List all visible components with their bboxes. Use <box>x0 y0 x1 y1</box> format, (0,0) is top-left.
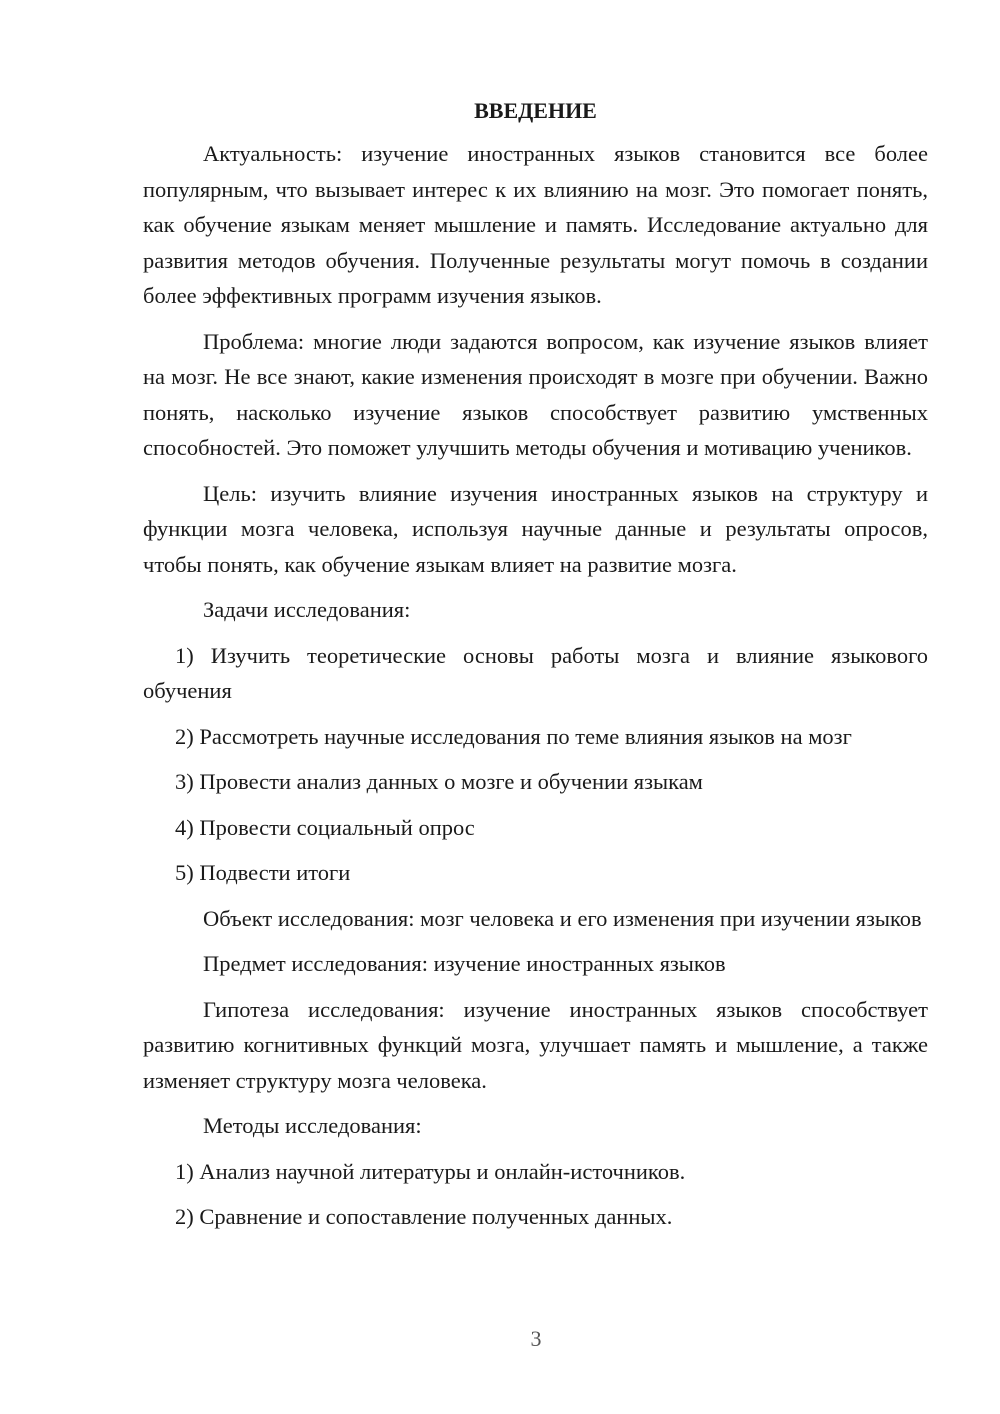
hypothesis-paragraph: Гипотеза исследования: изучение иностранных языков способствует развитию когнитивных функций мозга, улучшает память и мышление, а также изменяет структуру мозга человека. <box>143 996 928 1093</box>
task-item-3: 3) Провести анализ данных о мозге и обучении языкам <box>175 769 703 794</box>
task-item-4: 4) Провести социальный опрос <box>175 814 475 840</box>
method-item-1: 1) Анализ научной литературы и онлайн-источников. <box>175 1158 686 1184</box>
page-number: 3 <box>530 1326 542 1351</box>
tasks-title: Задачи исследования: <box>203 597 411 622</box>
goal-paragraph: Цель: изучить влияние изучения иностранных языков на структуру и функции мозга человека, используя научные данные и результаты опросов, чтобы понять, как обучение языкам влияет на развитие мозга. <box>143 480 928 577</box>
relevance-paragraph: Актуальность: изучение иностранных языков становится все более популярным, что вызывает интерес к их влиянию на мозг. Это помогает понять, как обучение языкам меняет мышление и память. Исследование актуально для развития методов обучения. Полученные результаты могут помочь в создании более эффективных программ изучения языков. <box>143 141 928 308</box>
method-item-2: 2) Сравнение и сопоставление полученных данных. <box>175 1204 673 1229</box>
methods-title: Методы исследования: <box>203 1113 422 1138</box>
section-heading: ВВЕДЕНИЕ <box>474 98 597 123</box>
problem-paragraph: Проблема: многие люди задаются вопросом, как изучение языков влияет на мозг. Не все знают, какие изменения происходят в мозге при обучении. Важно понять, насколько изучение языков способствует развитию умственных способностей. Это поможет улучшить методы обучения и мотивацию учеников. <box>143 328 928 460</box>
task-item-2: 2) Рассмотреть научные исследования по теме влияния языков на мозг <box>175 723 852 749</box>
task-item-1: 1) Изучить теоретические основы работы мозга и влияние языкового обучения <box>143 642 928 703</box>
task-item-5: 5) Подвести итоги <box>175 860 351 885</box>
subject-paragraph: Предмет исследования: изучение иностранных языков <box>203 951 726 976</box>
object-paragraph: Объект исследования: мозг человека и его изменения при изучении языков <box>203 905 922 931</box>
page-content <box>143 96 928 1245</box>
